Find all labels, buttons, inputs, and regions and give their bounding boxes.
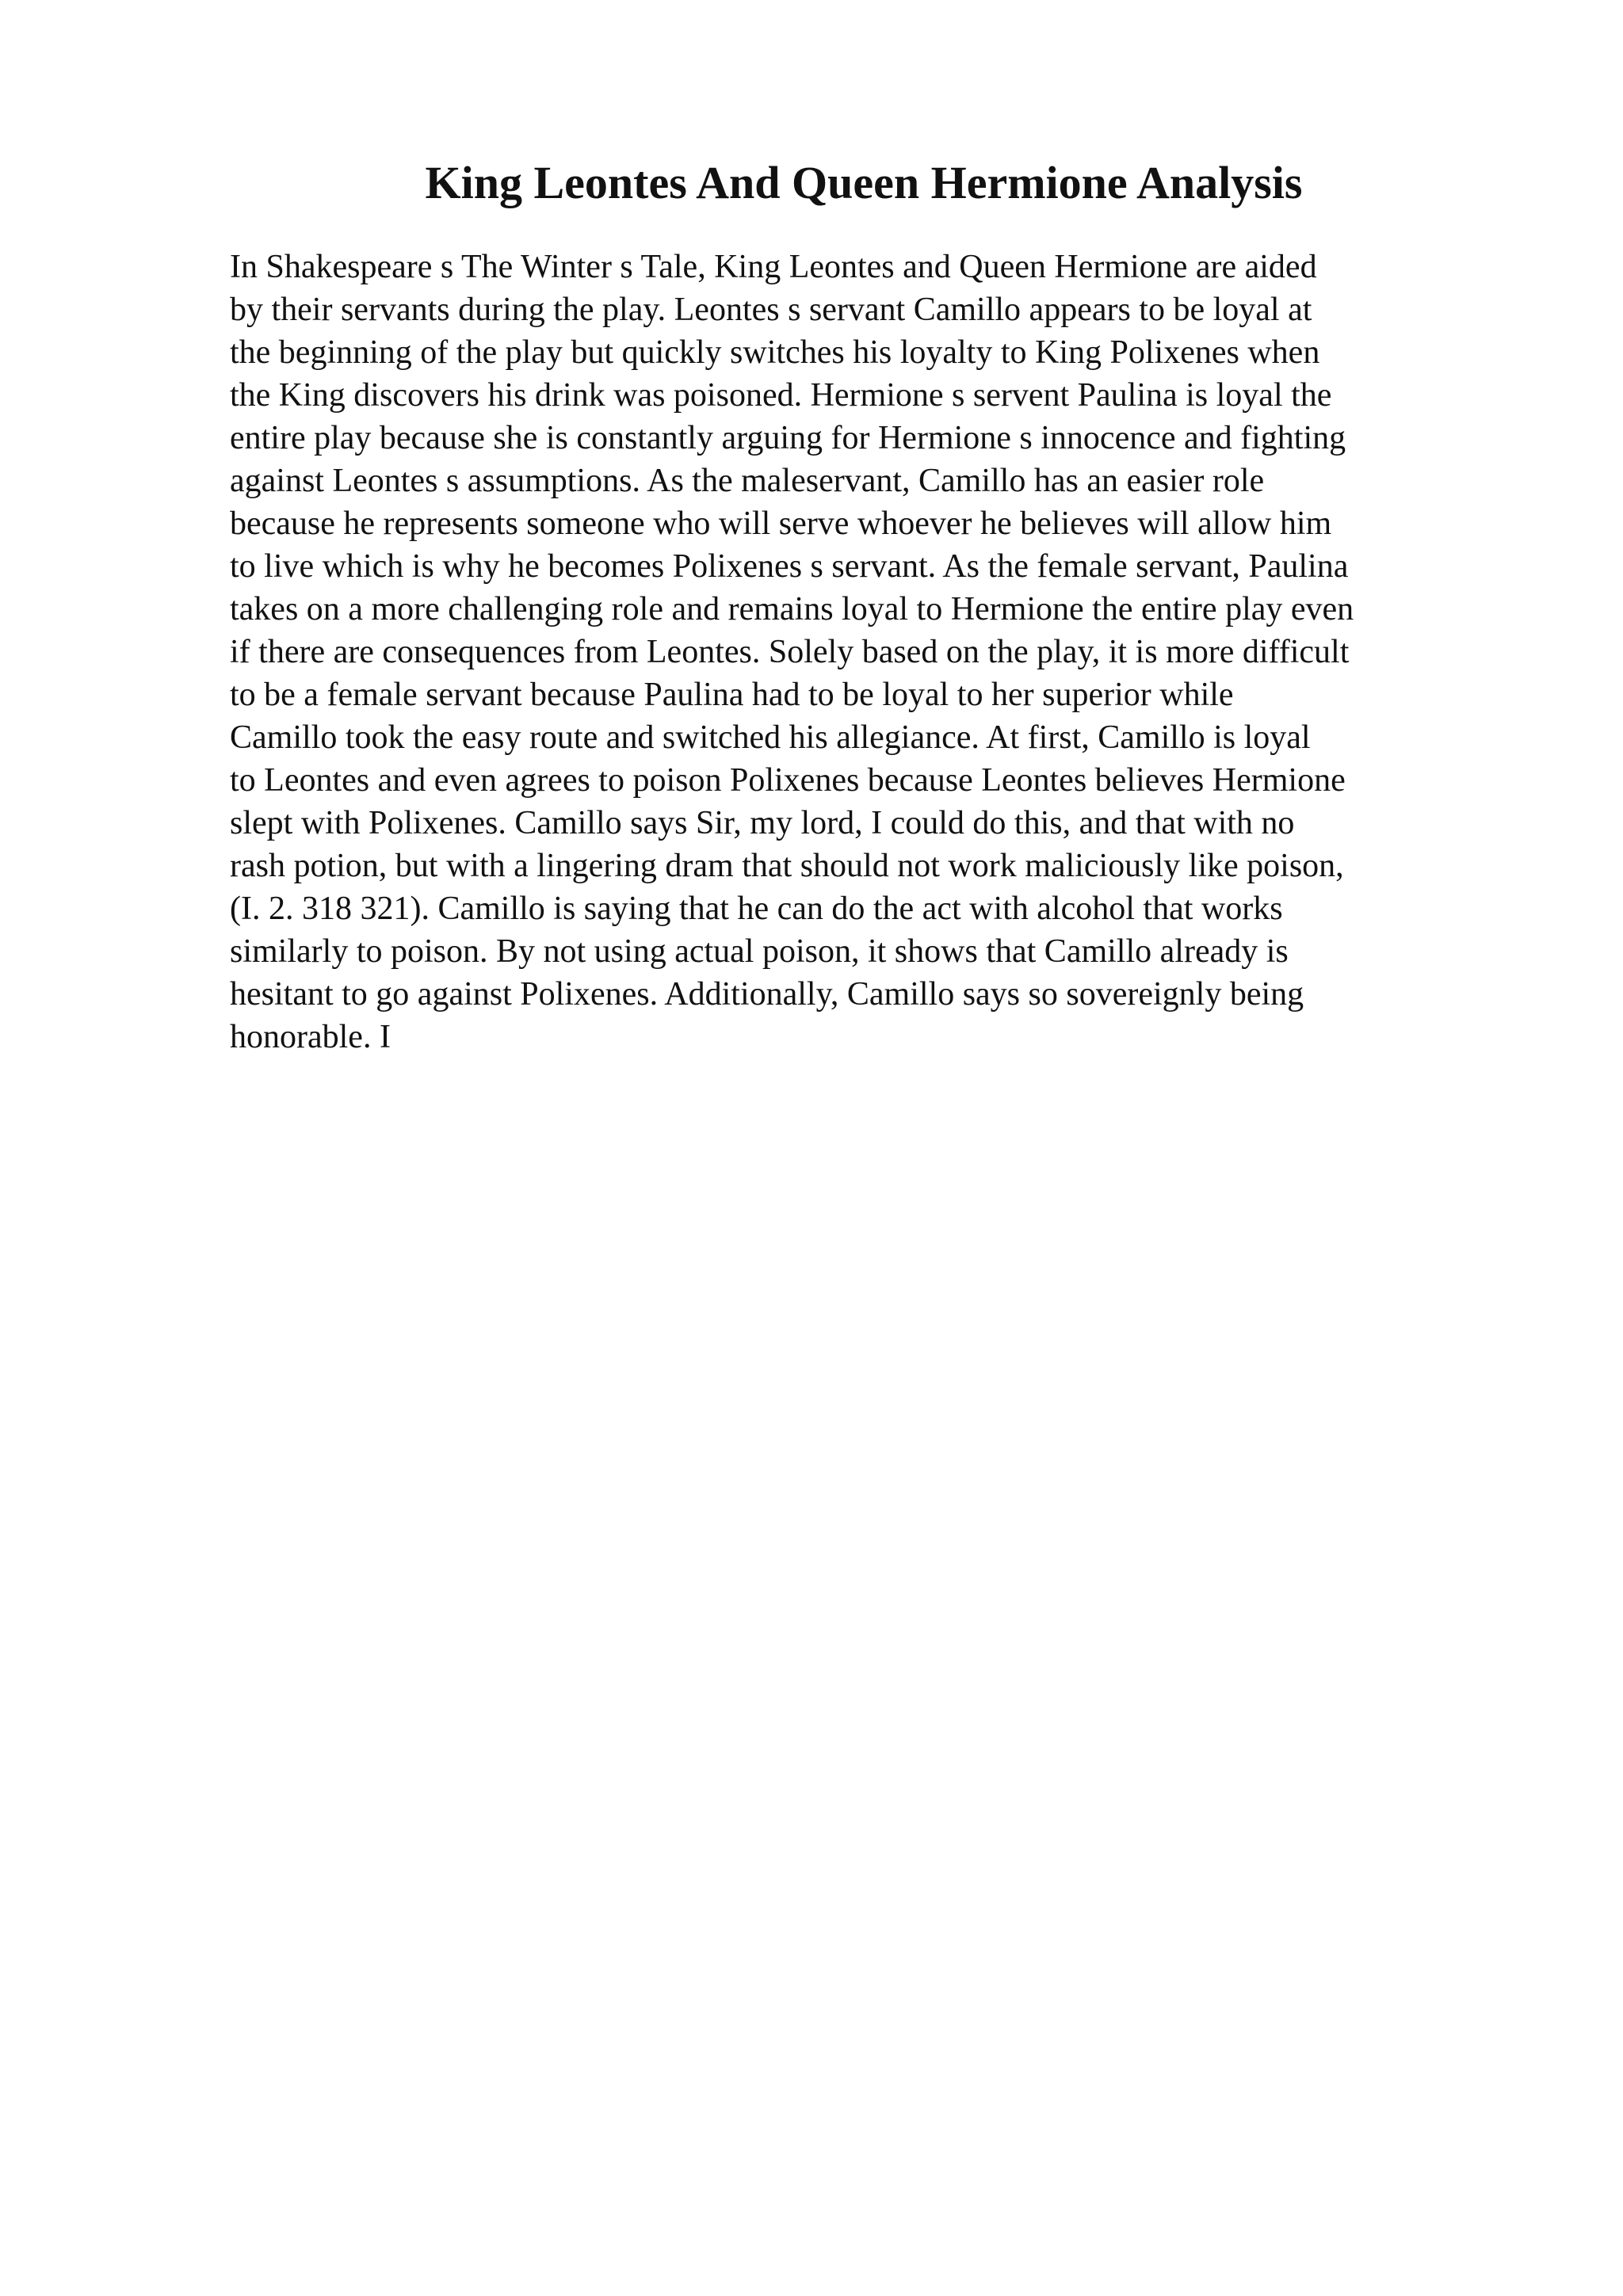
body-line: rash potion, but with a lingering dram that should not work maliciously like poison, xyxy=(230,848,1344,884)
body-line: entire play because she is constantly arguing for Hermione s innocence and fighting xyxy=(230,420,1346,456)
document-title: King Leontes And Queen Hermione Analysis xyxy=(425,157,1303,208)
body-paragraph xyxy=(230,246,1514,1058)
body-line: to Leontes and even agrees to poison Polixenes because Leontes believes Hermione xyxy=(230,762,1346,799)
body-line: In Shakespeare s The Winter s Tale, King Leontes and Queen Hermione are aided xyxy=(230,249,1317,285)
body-line: by their servants during the play. Leontes s servant Camillo appears to be loyal at xyxy=(230,292,1312,328)
body-line: to live which is why he becomes Polixenes s servant. As the female servant, Paulina xyxy=(230,548,1349,585)
body-line: similarly to poison. By not using actual poison, it shows that Camillo already is xyxy=(230,933,1289,970)
body-line: the King discovers his drink was poisoned. Hermione s servent Paulina is loyal the xyxy=(230,377,1332,414)
body-line: honorable. I xyxy=(230,1019,391,1055)
body-line: to be a female servant because Paulina had to be loyal to her superior while xyxy=(230,677,1234,713)
body-line: slept with Polixenes. Camillo says Sir, my lord, I could do this, and that with no xyxy=(230,805,1295,841)
body-line: because he represents someone who will serve whoever he believes will allow him xyxy=(230,505,1332,542)
body-line: (I. 2. 318 321). Camillo is saying that he can do the act with alcohol that works xyxy=(230,891,1283,927)
body-line: the beginning of the play but quickly switches his loyalty to King Polixenes when xyxy=(230,334,1320,371)
body-line: if there are consequences from Leontes. Solely based on the play, it is more difficult xyxy=(230,634,1350,670)
body-line: Camillo took the easy route and switched his allegiance. At first, Camillo is loyal xyxy=(230,719,1311,756)
body-line: takes on a more challenging role and remains loyal to Hermione the entire play even xyxy=(230,591,1354,627)
body-line: against Leontes s assumptions. As the maleservant, Camillo has an easier role xyxy=(230,463,1265,499)
body-line: hesitant to go against Polixenes. Additionally, Camillo says so sovereignly being xyxy=(230,976,1304,1013)
